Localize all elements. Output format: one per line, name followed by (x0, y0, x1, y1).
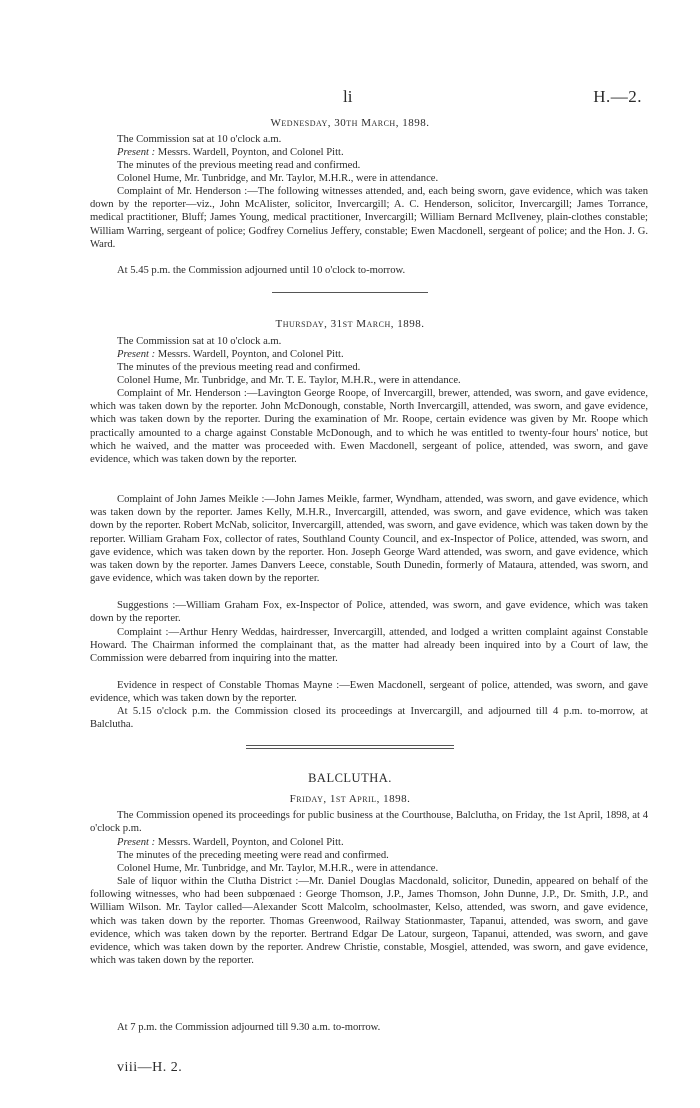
present-names: Messrs. Wardell, Poynton, and Colonel Pitt. (155, 147, 344, 158)
attendance-line: Colonel Hume, Mr. Tunbridge, and Mr. Taylor, M.H.R., were in attendance. (117, 173, 439, 184)
paragraph: At 5.15 o'clock p.m. the Commission closed its proceedings at Invercargill, and adjourned till 4 p.m. to-morrow, at Balclutha. (90, 706, 648, 731)
paragraph: At 5.45 p.m. the Commission adjourned until 10 o'clock to-morrow. (117, 265, 406, 276)
paragraph: Complaint of Mr. Henderson :—Lavington George Roope, of Invercargill, brewer, attended, was sworn, and gave evidence, which was taken down by the reporter. John McDonough, constable, North Invercargill, attended, was sworn, and gave evidence, which was taken down by the reporter. During the examination of Mr. Roope, certain evidence was given by Mr. Roope which practically amounted to a charge against Constable McDonough, and to which he was entitled to twenty-four hours' notice, but which he waived, and the matter was proceeded with. Ewen Macdonell, sergeant of police, attended, was sworn, and gave evidence, which was taken down by the reporter. (90, 388, 648, 466)
present-line (117, 836, 344, 849)
attendance-line: Colonel Hume, Mr. Tunbridge, and Mr. Taylor, M.H.R., were in attendance. (117, 863, 439, 874)
paragraph: At 7 p.m. the Commission adjourned till 9.30 a.m. to-morrow. (117, 1022, 381, 1033)
paragraph: Sale of liquor within the Clutha District :—Mr. Daniel Douglas Macdonald, solicitor, Dunedin, appeared on behalf of the following witnesses, who had been subpœnaed : George Thomson, J.P., James Thomson, John Dunne, J.P., Dr. Smith, J.P., and William Wilson. Mr. Taylor called—Alexander Scott Malcolm, schoolmaster, Kelso, attended, was sworn, and gave evidence, which was taken down by the reporter. Thomas Greenwood, Railway Stationmaster, Tapanui, attended, was sworn, and gave evidence, which was taken down by the reporter. Bertrand Edgar De Latour, surgeon, Tapanui, attended, was sworn, and gave evidence, which was taken down by the reporter. Andrew Christie, constable, Mosgiel, attended, was sworn, and gave evidence, which was taken down by the reporter. (90, 876, 648, 967)
present-label: Present : (117, 837, 156, 848)
present-label: Present : (117, 349, 156, 360)
section-date: Thursday, 31st March, 1898. (275, 318, 425, 330)
paragraph: Complaint of Mr. Henderson :—The following witnesses attended, and, each being sworn, gave evidence, which was taken down by the reporter—viz., John McAlister, solicitor, Invercargill; A. C. Henderson, solicitor, Invercargill; James Torrance, medical practitioner, Bluff; James Young, medical practitioner, Invercargill; William Bernard McIlveney, plain-clothes constable; William Warring, sergeant of police; Godfrey Cornelius Jeffery, constable; Ewen Macdonell, sergeant of police; and the Hon. J. G. Ward. (90, 186, 648, 250)
section-divider-double (246, 745, 454, 749)
present-names: Messrs. Wardell, Poynton, and Colonel Pitt. (155, 837, 344, 848)
section-date: Friday, 1st April, 1898. (289, 793, 411, 805)
present-names: Messrs. Wardell, Poynton, and Colonel Pitt. (155, 349, 344, 360)
minutes-line: The minutes of the previous meeting read and confirmed. (117, 160, 361, 171)
present-line (117, 146, 344, 159)
opening-paragraph: The Commission opened its proceedings for public business at the Courthouse, Balclutha, on Friday, the 1st April, 1898, at 4 o'clock p.m. (90, 810, 648, 835)
present-label: Present : (117, 147, 156, 158)
paragraph: Complaint of John James Meikle :—John James Meikle, farmer, Wyndham, attended, was sworn, and gave evidence, which was taken down by the reporter. James Kelly, M.H.R., Invercargill, attended, was sworn, and gave evidence, which was taken down by the reporter. Robert McNab, solicitor, Invercargill, attended, was sworn, and gave evidence, which was taken down by the reporter. William Graham Fox, collector of rates, Southland County Council, and ex-Inspector of Police, attended, was sworn, and gave evidence, which was taken down by the reporter. Hon. Joseph George Ward attended, was sworn, and gave evidence, which was taken down by the reporter. James Danvers Leece, constable, South Dunedin, formerly of Mataura, attended, was sworn, and gave evidence, which was taken down by the reporter. (90, 494, 648, 585)
opening-line: The Commission sat at 10 o'clock a.m. (117, 336, 282, 347)
signature-mark: viii—H. 2. (117, 1060, 183, 1075)
document-series: H.—2. (593, 87, 642, 106)
section-date: Wednesday, 30th March, 1898. (270, 117, 430, 129)
paragraph: Evidence in respect of Constable Thomas Mayne :—Ewen Macdonell, sergeant of police, attended, was sworn, and gave evidence, which was taken down by the reporter. (90, 680, 648, 705)
section-divider (272, 292, 428, 293)
present-line (117, 348, 344, 361)
minutes-line: The minutes of the preceding meeting were read and confirmed. (117, 850, 389, 861)
page-number: li (343, 87, 353, 106)
paragraph: Complaint :—Arthur Henry Weddas, hairdresser, Invercargill, attended, and lodged a written complaint against Constable Howard. The Chairman informed the complainant that, as the matter had already been inquired into by a Court of law, the Commission were debarred from inquiring into the matter. (90, 627, 648, 665)
minutes-line: The minutes of the previous meeting read and confirmed. (117, 362, 361, 373)
attendance-line: Colonel Hume, Mr. Tunbridge, and Mr. T. E. Taylor, M.H.R., were in attendance. (117, 375, 461, 386)
opening-line: The Commission sat at 10 o'clock a.m. (117, 134, 282, 145)
paragraph: Suggestions :—William Graham Fox, ex-Inspector of Police, attended, was sworn, and gave evidence, which was taken down by the reporter. (90, 600, 648, 625)
place-heading: BALCLUTHA. (308, 771, 392, 785)
